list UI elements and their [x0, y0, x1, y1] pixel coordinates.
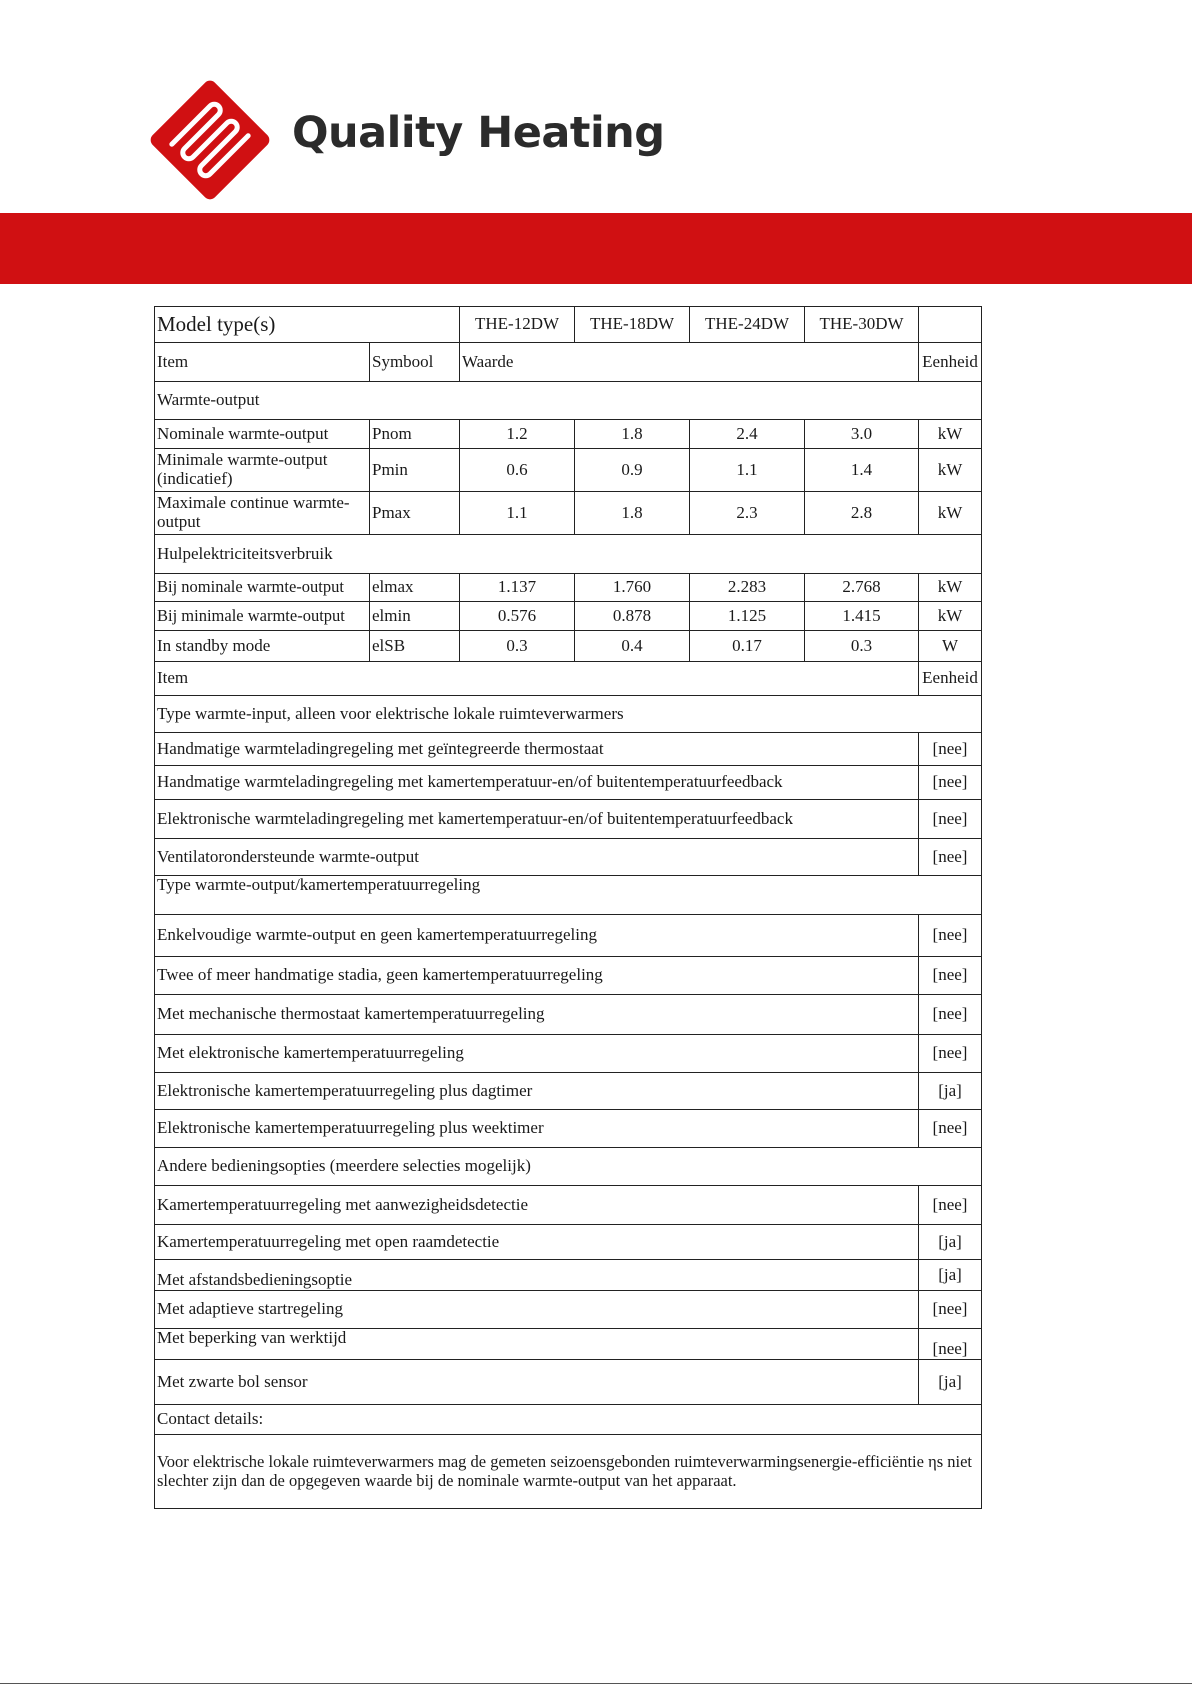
unit-cell: kW	[919, 574, 982, 602]
row-label: Kamertemperatuurregeling met aanwezigheidsdetectie	[155, 1186, 919, 1225]
yes-no-value: [ja]	[919, 1260, 982, 1291]
table-row	[155, 1110, 982, 1148]
section-heading: Hulpelektriciteitsverbruik	[155, 535, 982, 574]
row-symbol: Pmax	[370, 492, 460, 535]
table-row	[155, 1435, 982, 1509]
table-row	[155, 1148, 982, 1186]
row-label: Met zwarte bol sensor	[155, 1360, 919, 1405]
yes-no-value: [nee]	[919, 766, 982, 800]
row-symbol: elmax	[370, 574, 460, 602]
value-cell: 0.9	[575, 449, 690, 492]
unit-cell: kW	[919, 420, 982, 449]
yes-no-value: [nee]	[919, 1110, 982, 1148]
value-cell: 2.283	[690, 574, 805, 602]
table-row	[155, 1073, 982, 1110]
table-row	[155, 696, 982, 733]
table-row	[155, 876, 982, 915]
yes-no-value: [ja]	[919, 1360, 982, 1405]
column-header-value: Waarde	[460, 343, 919, 382]
table-row	[155, 602, 982, 631]
value-cell: 1.125	[690, 602, 805, 631]
value-cell: 2.4	[690, 420, 805, 449]
table-row	[155, 766, 982, 800]
yes-no-value: [nee]	[919, 1291, 982, 1329]
value-cell: 1.760	[575, 574, 690, 602]
row-symbol: elSB	[370, 631, 460, 662]
value-cell: 0.4	[575, 631, 690, 662]
row-label: Elektronische kamertemperatuurregeling plus dagtimer	[155, 1073, 919, 1110]
value-cell: 0.576	[460, 602, 575, 631]
yes-no-value: [nee]	[919, 733, 982, 766]
value-cell: 1.1	[460, 492, 575, 535]
table-row	[155, 631, 982, 662]
footnote: Voor elektrische lokale ruimteverwarmers mag de gemeten seizoensgebonden ruimteverwarmingsenergie-efficiëntie ηs niet slechter zijn dan de opgegeven waarde bij de nominale warmte-output van het apparaat.	[155, 1435, 982, 1509]
yes-no-value: [nee]	[919, 957, 982, 995]
row-label: Minimale warmte-output (indicatief)	[155, 449, 370, 492]
unit-cell: kW	[919, 449, 982, 492]
value-cell: 0.3	[805, 631, 919, 662]
value-cell: 1.415	[805, 602, 919, 631]
value-cell: 0.6	[460, 449, 575, 492]
row-label: In standby mode	[155, 631, 370, 662]
header-band	[0, 213, 1192, 284]
section-heading: Type warmte-input, alleen voor elektrische lokale ruimteverwarmers	[155, 696, 982, 733]
row-label: Met mechanische thermostaat kamertemperatuurregeling	[155, 995, 919, 1035]
model-name: THE-30DW	[805, 307, 919, 343]
row-symbol: elmin	[370, 602, 460, 631]
table-row	[155, 1260, 982, 1291]
empty-cell	[919, 307, 982, 343]
table-row	[155, 492, 982, 535]
column-header-item: Item	[155, 662, 919, 696]
value-cell: 0.3	[460, 631, 575, 662]
model-name: THE-12DW	[460, 307, 575, 343]
row-label: Elektronische kamertemperatuurregeling plus weektimer	[155, 1110, 919, 1148]
table-row	[155, 915, 982, 957]
row-symbol: Pnom	[370, 420, 460, 449]
table-row	[155, 662, 982, 696]
table-row	[155, 1035, 982, 1073]
contact-details-label: Contact details:	[155, 1405, 982, 1435]
table-row	[155, 957, 982, 995]
table-row	[155, 420, 982, 449]
value-cell: 1.8	[575, 420, 690, 449]
brand-name: Quality Heating	[292, 108, 665, 158]
table-row	[155, 535, 982, 574]
model-name: THE-18DW	[575, 307, 690, 343]
value-cell: 0.878	[575, 602, 690, 631]
row-label: Met adaptieve startregeling	[155, 1291, 919, 1329]
row-label: Bij nominale warmte-output	[155, 574, 370, 602]
table-row	[155, 1405, 982, 1435]
value-cell: 2.8	[805, 492, 919, 535]
value-cell: 2.768	[805, 574, 919, 602]
row-label: Maximale continue warmte-output	[155, 492, 370, 535]
column-header-unit: Eenheid	[919, 343, 982, 382]
table-row	[155, 800, 982, 839]
model-type-label: Model type(s)	[155, 307, 460, 343]
table-row	[155, 839, 982, 876]
value-cell: 1.4	[805, 449, 919, 492]
yes-no-value: [nee]	[919, 995, 982, 1035]
table-row	[155, 449, 982, 492]
value-cell: 0.17	[690, 631, 805, 662]
row-label: Met elektronische kamertemperatuurregeling	[155, 1035, 919, 1073]
yes-no-value: [nee]	[919, 1186, 982, 1225]
table-row	[155, 1360, 982, 1405]
value-cell: 1.137	[460, 574, 575, 602]
yes-no-value: [nee]	[919, 1035, 982, 1073]
value-cell: 1.2	[460, 420, 575, 449]
yes-no-value: [ja]	[919, 1225, 982, 1260]
table-row	[155, 1186, 982, 1225]
yes-no-value: [nee]	[919, 915, 982, 957]
value-cell: 3.0	[805, 420, 919, 449]
column-header-item: Item	[155, 343, 370, 382]
row-label: Ventilatorondersteunde warmte-output	[155, 839, 919, 876]
value-cell: 2.3	[690, 492, 805, 535]
column-header-unit: Eenheid	[919, 662, 982, 696]
row-label: Bij minimale warmte-output	[155, 602, 370, 631]
yes-no-value: [nee]	[919, 839, 982, 876]
value-cell: 1.1	[690, 449, 805, 492]
row-label: Handmatige warmteladingregeling met kamertemperatuur-en/of buitentemperatuurfeedback	[155, 766, 919, 800]
row-label: Twee of meer handmatige stadia, geen kamertemperatuurregeling	[155, 957, 919, 995]
spec-table	[154, 306, 982, 1509]
row-label: Nominale warmte-output	[155, 420, 370, 449]
yes-no-value: [nee]	[919, 1329, 982, 1360]
table-row	[155, 382, 982, 420]
row-label: Enkelvoudige warmte-output en geen kamertemperatuurregeling	[155, 915, 919, 957]
table-row	[155, 1225, 982, 1260]
row-label: Handmatige warmteladingregeling met geïntegreerde thermostaat	[155, 733, 919, 766]
yes-no-value: [nee]	[919, 800, 982, 839]
table-row	[155, 733, 982, 766]
heating-element-diamond-icon	[148, 78, 272, 202]
row-symbol: Pmin	[370, 449, 460, 492]
model-name: THE-24DW	[690, 307, 805, 343]
section-heading: Warmte-output	[155, 382, 982, 420]
yes-no-value: [ja]	[919, 1073, 982, 1110]
section-heading: Type warmte-output/kamertemperatuurregeling	[155, 876, 982, 915]
table-row	[155, 343, 982, 382]
table-row	[155, 1291, 982, 1329]
page-bottom-rule	[0, 1683, 1192, 1684]
row-label: Elektronische warmteladingregeling met kamertemperatuur-en/of buitentemperatuurfeedback	[155, 800, 919, 839]
unit-cell: kW	[919, 492, 982, 535]
table-row	[155, 574, 982, 602]
row-label: Kamertemperatuurregeling met open raamdetectie	[155, 1225, 919, 1260]
row-label: Met beperking van werktijd	[155, 1329, 919, 1360]
table-row	[155, 307, 982, 343]
row-label: Met afstandsbedieningsoptie	[155, 1260, 919, 1291]
section-heading: Andere bedieningsopties (meerdere selecties mogelijk)	[155, 1148, 982, 1186]
table-row	[155, 995, 982, 1035]
unit-cell: W	[919, 631, 982, 662]
value-cell: 1.8	[575, 492, 690, 535]
table-row	[155, 1329, 982, 1360]
unit-cell: kW	[919, 602, 982, 631]
column-header-symbol: Symbool	[370, 343, 460, 382]
